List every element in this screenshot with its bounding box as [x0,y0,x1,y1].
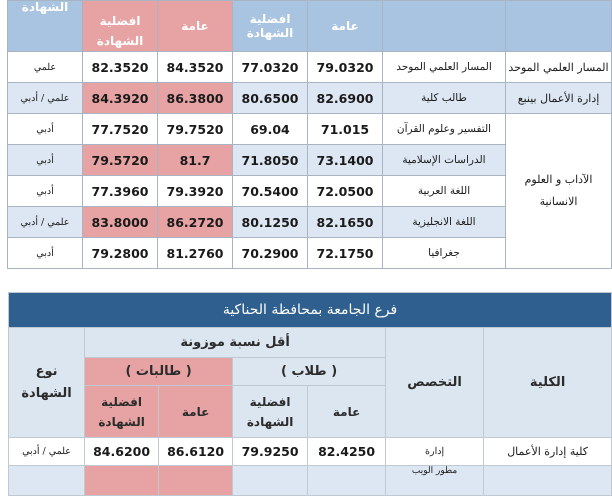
cert-type-header: نوع الشهادة [9,328,85,438]
male-pref-header: افضلية الشهادة [233,386,308,438]
table-row [8,83,612,114]
female-pref-cell: 82.3520 [83,52,158,83]
female-general-header: عامة [159,386,233,438]
table1-header-row [8,1,612,52]
female-general-cell: 79.7520 [158,114,233,145]
college-cell-group: الآداب و العلوم الانسانية [506,114,612,269]
female-pref-cell [85,466,159,496]
male-pref-cell: 69.04 [233,114,308,145]
cert-header: الشهادة [8,1,83,52]
spec-header: التخصص [386,328,484,438]
female-pref-header: افضلية الشهادة [85,386,159,438]
female-pref-header: افضلية الشهادة [83,1,158,52]
cert-cell: أدبي [8,176,83,207]
female-header: ( طالبات ) [85,358,233,386]
college-cell: إدارة الأعمال بينبع [506,83,612,114]
spec-cell: مطور الويب [386,466,484,496]
male-pref-cell: 71.8050 [233,145,308,176]
male-pref-cell: 70.5400 [233,176,308,207]
male-general-cell: 73.1400 [308,145,383,176]
female-general-cell: 81.7 [158,145,233,176]
spec-cell: طالب كلية [383,83,506,114]
college-cell: كلية إدارة الأعمال [484,438,612,466]
male-general-cell: 82.6900 [308,83,383,114]
female-general-cell [159,466,233,496]
male-general-cell: 72.0500 [308,176,383,207]
cert-cell: أدبي [8,145,83,176]
female-pref-cell: 84.3920 [83,83,158,114]
table-row [8,114,612,145]
male-pref-cell: 80.6500 [233,83,308,114]
min-weighted-header: أقل نسبة موزونة [85,328,386,358]
male-general-header: عامة [308,1,383,52]
college-cell: المسار العلمي الموحد [506,52,612,83]
cert-cell [9,466,85,496]
cert-cell: علمي / أدبي [9,438,85,466]
spec-cell: اللغة الانجليزية [383,207,506,238]
male-header: ( طلاب ) [233,358,386,386]
male-general-cell: 79.0320 [308,52,383,83]
male-pref-cell [233,466,308,496]
female-pref-cell: 79.2800 [83,238,158,269]
male-pref-cell: 77.0320 [233,52,308,83]
spec-header-cell [383,1,506,52]
table-row [8,52,612,83]
male-general-cell: 82.1650 [308,207,383,238]
college-header-cell [506,1,612,52]
cert-cell: علمي / أدبي [8,83,83,114]
female-general-header: عامة [158,1,233,52]
female-pref-cell: 77.3960 [83,176,158,207]
female-general-cell: 86.6120 [159,438,233,466]
spec-cell: إدارة [386,438,484,466]
male-general-cell: 82.4250 [308,438,386,466]
spec-cell: المسار العلمي الموحد [383,52,506,83]
cert-cell: علمي / أدبي [8,207,83,238]
female-general-cell: 79.3920 [158,176,233,207]
female-pref-cell: 79.5720 [83,145,158,176]
male-general-cell: 71.015 [308,114,383,145]
male-general-header: عامة [308,386,386,438]
female-general-cell: 86.2720 [158,207,233,238]
cert-cell: أدبي [8,238,83,269]
admissions-table-2 [8,292,612,496]
male-pref-header: افضلية الشهادة [233,1,308,52]
branch-title: فرع الجامعة بمحافظة الحناكية [9,293,612,328]
male-pref-cell: 80.1250 [233,207,308,238]
cert-cell: أدبي [8,114,83,145]
spec-cell: الدراسات الإسلامية [383,145,506,176]
spec-cell: اللغة العربية [383,176,506,207]
cert-cell: علمي [8,52,83,83]
male-pref-cell: 79.9250 [233,438,308,466]
spec-cell: التفسير وعلوم القرآن [383,114,506,145]
male-general-cell [308,466,386,496]
table-row [9,438,612,466]
spec-cell: جغرافيا [383,238,506,269]
college-cell [484,466,612,496]
female-general-cell: 86.3800 [158,83,233,114]
female-general-cell: 81.2760 [158,238,233,269]
female-pref-cell: 83.8000 [83,207,158,238]
table-row-partial [9,466,612,496]
male-general-cell: 72.1750 [308,238,383,269]
female-pref-cell: 84.6200 [85,438,159,466]
male-pref-cell: 70.2900 [233,238,308,269]
female-pref-cell: 77.7520 [83,114,158,145]
college-header: الكلية [484,328,612,438]
female-general-cell: 84.3520 [158,52,233,83]
admissions-table-1 [7,0,612,269]
